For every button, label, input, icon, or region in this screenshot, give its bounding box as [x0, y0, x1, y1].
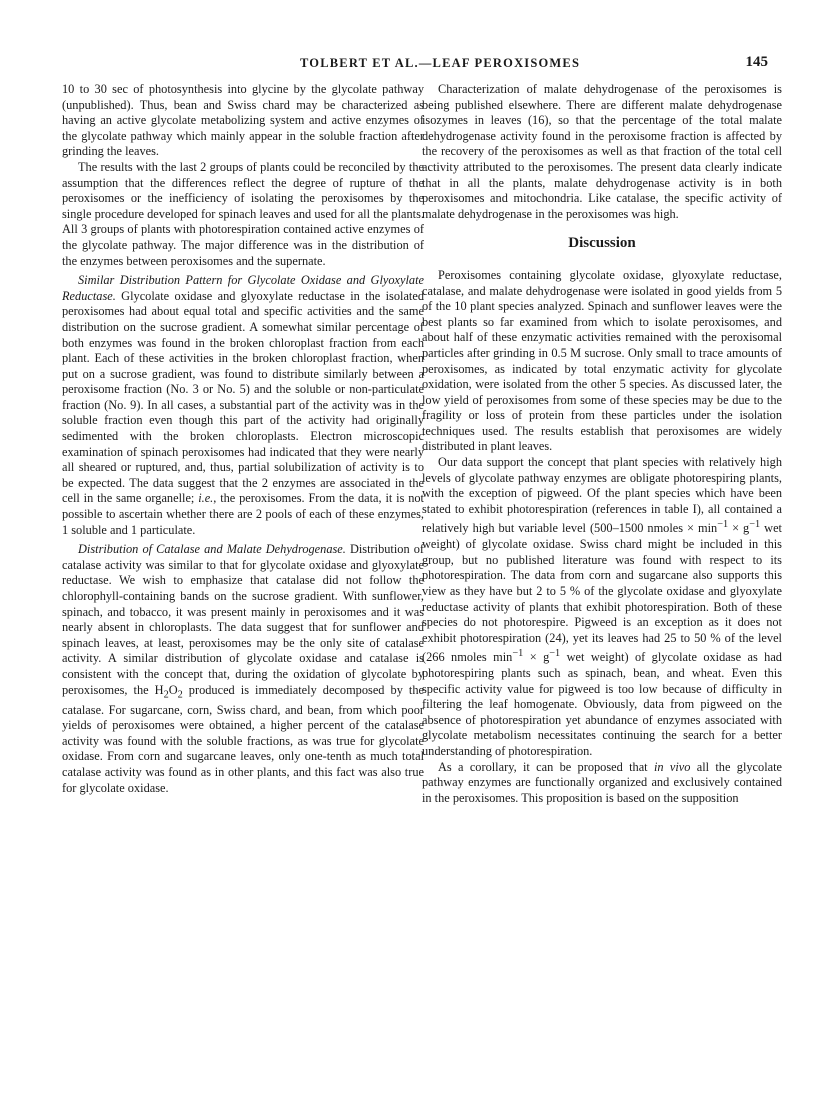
paragraph: Similar Distribution Pattern for Glycolate Oxidase and Glyoxylate Reductase. Glycolate oxidase and glyoxylate reductase in the isolated peroxisomes had about equal total and specific activities and the same distribution on the sucrose gradient. A somewhat similar percentage of both enzymes was found in the broken chloroplast fraction from each plant. Each of these activities in the broken chloroplast fraction, when put on a sucrose gradient, was found to distribute similarly between a peroxisome fraction (No. 3 or No. 5) and the soluble or non-particulate fraction (No. 9). In all cases, a substantial part of the activity was in the soluble fraction even though this part of the activity had originally sedimented with the broken chloroplasts. Electron microscopic examination of spinach peroxisomes had indicated that they were nearly all sheared or ruptured, and, thus, partial solubilization of activity is to be expected. The data suggest that the 2 enzymes are associated in the cell in the same organelle; i.e., the peroxisomes. From the data, it is not possible to ascertain whether there are 2 pools of each of these enzymes, 1 soluble and 1 particulate.	[62, 273, 424, 537]
paragraph: 10 to 30 sec of photosynthesis into glycine by the glycolate pathway (unpublished). Thus, bean and Swiss chard may be characterized as having an active glycolate metabolizing system and active enzymes of the glycolate pathway which mainly appear in the soluble fraction after grinding the leaves.	[62, 82, 424, 159]
page-number: 145	[745, 54, 768, 70]
section-title: Discussion	[568, 235, 636, 252]
running-head: TOLBERT ET AL.—LEAF PEROXISOMES	[300, 56, 581, 70]
paragraph: Our data support the concept that plant species with relatively high levels of glycolate pathway enzymes are obligate photorespiring plants, with the exception of pigweed. Of the plant species which have been stated to exhibit photorespiration (references in table I), all contained a relatively high but variable level (500–1500 nmoles × $\min^{-1} \times g^{-1}$ wet weight) of glycolate oxidase. Swiss chard might be included in this group, but no published literature was found with respect to its photorespiration. The data from corn and sugarcane also supports this view as they have but 2 to 5 % of the glycolate oxidase and glyoxylate reductase activity of plants that exhibit photorespiration. Both of these species do not photorespire. Pigweed is an exception as it does not exhibit photorespiration (24), yet its leaves had 25 to 50 % of the level (266 nmoles $\min^{-1} \times g^{-1}$ wet weight) of glycolate oxidase as had photorespiring plants such as spinach, bean, and wheat. Even this specific activity value for pigweed is too low because of difficulty in filtering the leaf homogenate. Obviously, data from pigweed on the absence of photorespiration yet abundance of enzymes associated with glycolate metabolism necessitates continuing the search for a better understanding of photorespiration.	[422, 455, 782, 758]
right-column	[422, 82, 782, 806]
paragraph: Characterization of malate dehydrogenase of the peroxisomes is being published elsewhere. There are different malate dehydrogenase isozymes in leaves (16), so that the percentage of the total malate dehydrogenase activity found in the peroxisome fraction is affected by the recovery of the peroxisomes as well as that fraction of the total cell activity attributed to the peroxisomes. The present data clearly indicate that in all the plants, malate dehydrogenase activity is in both peroxisomes and mitochondria. Like catalase, the specific activity of malate dehydrogenase in the peroxisomes was high.	[422, 82, 782, 221]
paragraph: As a corollary, it can be proposed that in vivo all the glycolate pathway enzymes are functionally organized and exclusively contained in the peroxisomes. This proposition is based on the supposition	[422, 759, 783, 805]
left-column	[62, 82, 424, 796]
page-header	[0, 54, 816, 74]
paragraph: The results with the last 2 groups of plants could be reconciled by the assumption that the differences reflect the degree of rupture of the peroxisomes or the inefficiency of isolating the peroxisomes by the single procedure developed for spinach leaves and used for all the plants. All 3 groups of plants with photorespiration contained active enzymes of the glycolate pathway. The major difference was in the distribution of the enzymes between peroxisomes and the supernate.	[62, 159, 424, 268]
subsection-heading: Distribution of Catalase and Malate Dehydrogenase.	[78, 542, 346, 557]
subsection-heading: Similar Distribution Pattern for Glycolate Oxidase and Glyoxylate Reductase.	[62, 273, 424, 303]
paragraph: Peroxisomes containing glycolate oxidase, glyoxylate reductase, catalase, and malate dehydrogenase were isolated in good yields from 5 of the 10 plant species analyzed. Spinach and sunflower leaves were the best plants so far examined from which to isolate peroxisomes, and about half of these enzymatic activities remained with the peroxisomal particles after grinding in 0.5 M sucrose. Only small to trace amounts of peroxisomes, as indicated by total enzymatic activity for glycolate oxidation, were isolated from the other 5 species. As discussed later, the low yield of peroxisomes from some of these species may be due to the fragility or loss of protein from these particles under the isolation techniques used. The results establish that peroxisomes are widely distributed in plant leaves.	[422, 267, 782, 454]
paragraph: Distribution of Catalase and Malate Dehydrogenase. Distribution of catalase activity was similar to that for glycolate oxidase and glyoxylate reductase. We wish to emphasize that catalase did not follow the chlorophyll-containing bands on the sucrose gradient. With sunflower, spinach, and tobacco, it was present mainly in peroxisomes and it was nearly absent in chloroplasts. The data suggest that for sunflower and spinach leaves, at least, peroxisomes may be the only site of catalase activity. A similar distribution of glycolate oxidase and catalase is consistent with the concept that, during the oxidation of glycolate by peroxisomes, the $H_2O_2$ produced is immediately decomposed by the catalase. For sugarcane, corn, Swiss chard, and bean, from which poor yields of peroxisomes were obtained, a higher percent of the catalase activity was found with the soluble fractions, as was true for glycolate oxidase. From corn and sugarcane leaves, only one-tenth as much total catalase activity was found as in other plants, and this fact was also true for glycolate oxidase.	[62, 542, 424, 795]
